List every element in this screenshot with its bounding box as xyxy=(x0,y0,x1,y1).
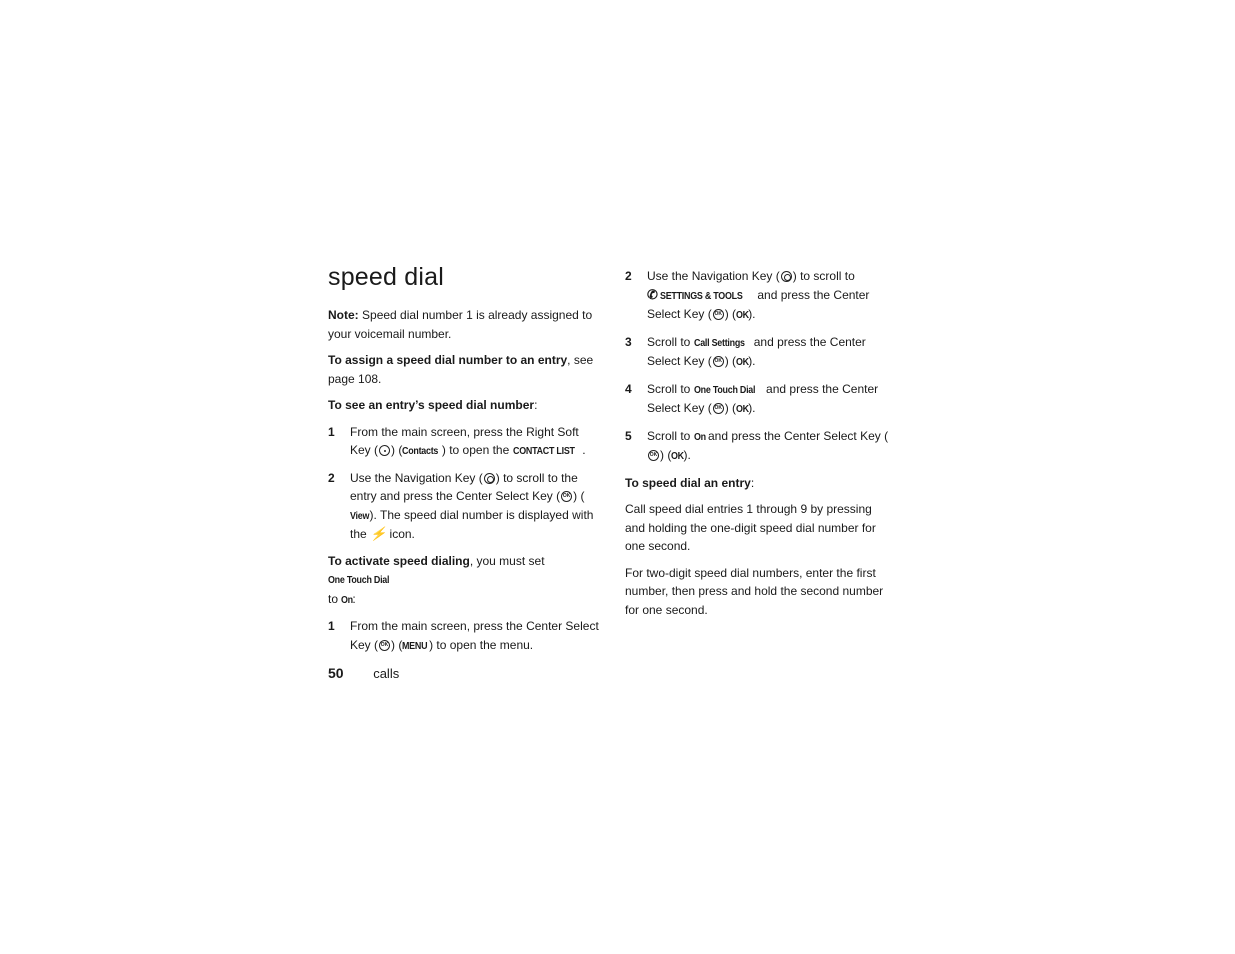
step-text-part: ). The speed dial number is displayed with the xyxy=(350,507,594,541)
display-text-ok: OK xyxy=(671,450,685,462)
display-text-contact-list: CONTACT LIST xyxy=(512,445,575,457)
display-text-ok: OK xyxy=(736,309,749,321)
step-text-part: . xyxy=(582,443,586,457)
speed-dial-icon: ⚡ xyxy=(370,526,387,541)
step-text-part: ) ( xyxy=(724,401,737,415)
step-number: 2 xyxy=(328,470,335,485)
speed-colon: : xyxy=(750,475,755,490)
step-number: 1 xyxy=(328,619,335,633)
assign-text: , see page 108. xyxy=(328,353,594,386)
step-text-part: ) ( xyxy=(660,448,672,462)
display-text-one-touch-dial: One Touch Dial xyxy=(693,383,755,396)
step-text-part: and press the Center Select Key ( xyxy=(647,287,870,321)
center-select-key-icon xyxy=(379,640,390,651)
display-text-on: On xyxy=(693,430,706,443)
step-number: 2 xyxy=(625,269,632,283)
display-text-menu: MENU xyxy=(402,639,428,652)
step-text-part: Use the Navigation Key ( xyxy=(350,470,483,485)
step-text-part: From the main screen, press the Center Select Key ( xyxy=(350,619,599,652)
display-text-settings-tools: SETTINGS & TOOLS xyxy=(659,289,743,302)
step-text-part: ) to scroll to the entry and press the Center Select Key ( xyxy=(350,470,578,503)
left-column xyxy=(328,262,600,663)
step-number: 4 xyxy=(625,381,632,396)
see-heading-paragraph xyxy=(328,396,600,415)
step-number: 1 xyxy=(328,424,335,439)
step-text xyxy=(647,427,893,466)
note-text: Speed dial number 1 is already assigned to your voicemail number. xyxy=(328,308,593,341)
center-select-key-icon xyxy=(713,356,724,367)
display-text-one-touch-dial: One Touch Dial xyxy=(328,574,390,586)
display-text-ok: OK xyxy=(736,403,749,415)
step-text-part: icon. xyxy=(386,527,415,541)
activate-step-2 xyxy=(625,267,893,325)
see-colon: : xyxy=(534,398,538,412)
see-step-2 xyxy=(328,469,600,544)
display-text-view: View xyxy=(350,509,370,522)
step-text xyxy=(647,267,893,325)
step-text-part: ). xyxy=(748,307,756,321)
speed-paragraph-2: For two-digit speed dial numbers, enter the first number, then press and hold the second number for one second. xyxy=(625,565,884,617)
step-text xyxy=(350,617,600,655)
step-text xyxy=(647,380,893,419)
step-text-part: and press the Center Select Key ( xyxy=(647,334,866,368)
display-text-call-settings: Call Settings xyxy=(693,336,745,349)
note-label: Note: xyxy=(328,308,359,322)
step-text-part: ) ( xyxy=(391,637,403,652)
step-text-part: Scroll to xyxy=(647,334,694,349)
step-text-part: ) ( xyxy=(391,443,403,457)
page-number: 50 xyxy=(328,665,344,681)
speed-paragraph-1: Call speed dial entries 1 through 9 by pressing and holding the one-digit speed dial number for one second. xyxy=(625,502,876,553)
page-footer xyxy=(328,665,399,681)
step-text-part: ). xyxy=(748,354,756,368)
see-heading: To see an entry’s speed dial number xyxy=(328,398,535,412)
step-text-part: ). xyxy=(683,448,691,462)
speed-heading: To speed dial an entry xyxy=(625,475,751,490)
step-text-part: and press the Center Select Key ( xyxy=(647,381,879,415)
speed-heading-paragraph xyxy=(625,474,893,493)
step-text-part: ). xyxy=(748,401,756,415)
activate-step-3 xyxy=(625,333,893,372)
see-step-1 xyxy=(328,423,600,461)
step-text-part: Use the Navigation Key ( xyxy=(647,269,780,283)
display-text-ok: OK xyxy=(736,356,749,368)
activate-paragraph xyxy=(328,552,600,610)
step-number: 3 xyxy=(625,334,632,349)
settings-tools-icon: ✆ xyxy=(647,286,658,302)
activate-text: : xyxy=(352,591,356,606)
activate-heading: To activate speed dialing xyxy=(328,553,470,568)
step-text-part: From the main screen, press the Right Soft Key ( xyxy=(350,424,579,457)
page-title: speed dial xyxy=(328,263,444,291)
assign-paragraph xyxy=(328,351,600,388)
center-select-key-icon xyxy=(561,491,572,502)
step-text-part: ) ( xyxy=(573,489,585,503)
section-name: calls xyxy=(373,666,400,681)
center-select-key-icon xyxy=(713,403,724,414)
step-text-part: ) ( xyxy=(724,307,737,321)
step-text-part: Scroll to xyxy=(647,428,694,443)
step-text-part: Scroll to xyxy=(647,381,694,396)
display-text-contacts: Contacts xyxy=(402,445,439,457)
center-select-key-icon xyxy=(713,309,724,320)
right-column xyxy=(625,267,893,627)
step-text-part: ) ( xyxy=(724,354,737,368)
activate-step-5 xyxy=(625,427,893,466)
activate-step-4 xyxy=(625,380,893,419)
display-text-on: On xyxy=(341,593,354,606)
step-text xyxy=(350,469,600,544)
assign-heading: To assign a speed dial number to an entry xyxy=(328,353,568,367)
activate-step-1 xyxy=(328,617,600,655)
navigation-key-icon xyxy=(484,473,495,484)
step-text-part: ) to open the xyxy=(441,443,513,457)
step-number: 5 xyxy=(625,428,632,443)
activate-text: , you must set xyxy=(469,553,545,568)
right-soft-key-icon xyxy=(379,445,390,456)
activate-text: to xyxy=(328,591,342,606)
step-text-part: and press the Center Select Key ( xyxy=(704,428,889,443)
center-select-key-icon xyxy=(648,450,659,461)
step-text-part: ) to scroll to xyxy=(792,269,855,283)
note-paragraph xyxy=(328,306,600,343)
step-text xyxy=(647,333,893,372)
step-text xyxy=(350,423,600,461)
step-text-part: ) to open the menu. xyxy=(429,637,534,652)
navigation-key-icon xyxy=(781,271,792,282)
